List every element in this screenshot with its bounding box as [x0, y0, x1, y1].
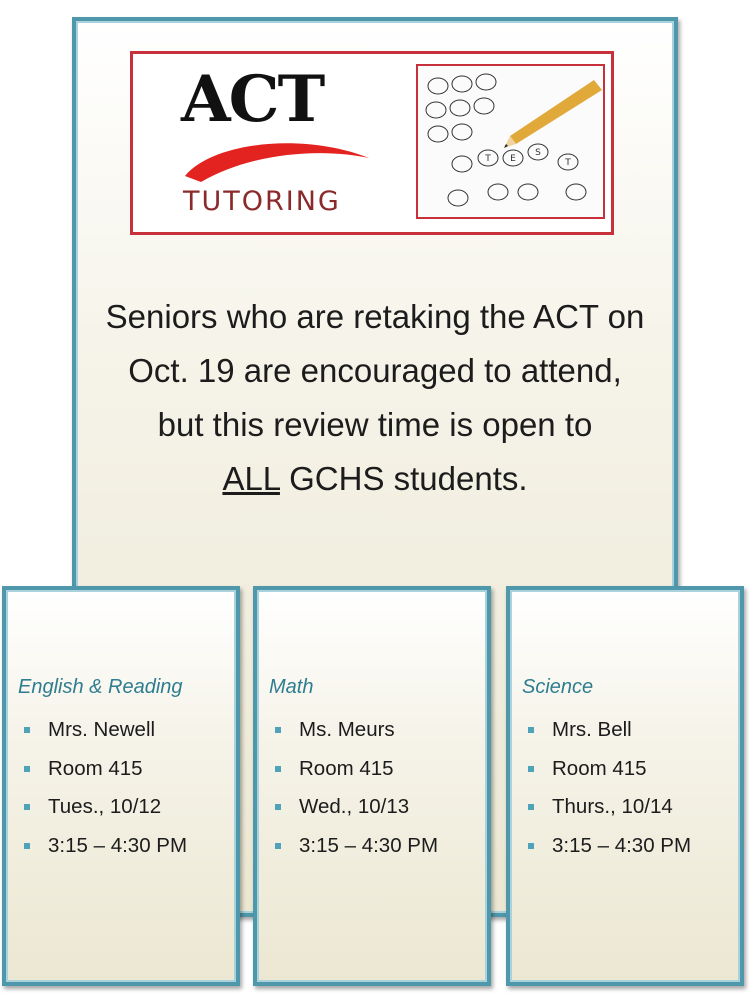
sheet-letter-t: T [485, 154, 491, 164]
session-teacher: Mrs. Newell [18, 718, 187, 757]
session-date: Tues., 10/12 [18, 795, 187, 834]
answer-bubbles-graphic [418, 66, 603, 217]
sheet-letter-s: S [535, 148, 541, 158]
session-subject: Science [522, 676, 594, 698]
logo-tutoring-text: TUTORING [183, 186, 341, 217]
session-time: 3:15 – 4:30 PM [522, 834, 691, 873]
headline-line-4-rest: GCHS students. [279, 460, 528, 497]
session-date: Thurs., 10/14 [522, 795, 691, 834]
session-room: Room 415 [269, 757, 438, 796]
session-details-list [269, 718, 438, 872]
session-teacher: Mrs. Bell [522, 718, 691, 757]
logo-act-text: ACT [181, 62, 324, 137]
headline-emphasis: ALL [222, 460, 280, 497]
pencil-icon [504, 80, 602, 148]
red-swoosh-graphic [183, 136, 373, 184]
headline-line-2: Oct. 19 are encouraged to attend, [128, 352, 622, 389]
sheet-letter-e: E [510, 154, 516, 164]
session-card-english [2, 586, 240, 986]
headline-line-3: but this review time is open to [157, 406, 593, 443]
act-tutoring-logo [130, 51, 614, 235]
session-time: 3:15 – 4:30 PM [269, 834, 438, 873]
session-time: 3:15 – 4:30 PM [18, 834, 187, 873]
session-subject: Math [269, 676, 314, 698]
session-room: Room 415 [522, 757, 691, 796]
session-card-science [506, 586, 744, 986]
headline-text [80, 290, 670, 506]
session-details-list [522, 718, 691, 872]
sheet-letter-t2: T [565, 158, 571, 168]
session-date: Wed., 10/13 [269, 795, 438, 834]
session-room: Room 415 [18, 757, 187, 796]
headline-line-1: Seniors who are retaking the ACT on [105, 298, 645, 335]
session-details-list [18, 718, 187, 872]
session-subject: English & Reading [18, 676, 183, 698]
headline-line-4 [80, 452, 670, 506]
session-card-math [253, 586, 491, 986]
session-teacher: Ms. Meurs [269, 718, 438, 757]
answer-sheet-image [416, 64, 605, 219]
